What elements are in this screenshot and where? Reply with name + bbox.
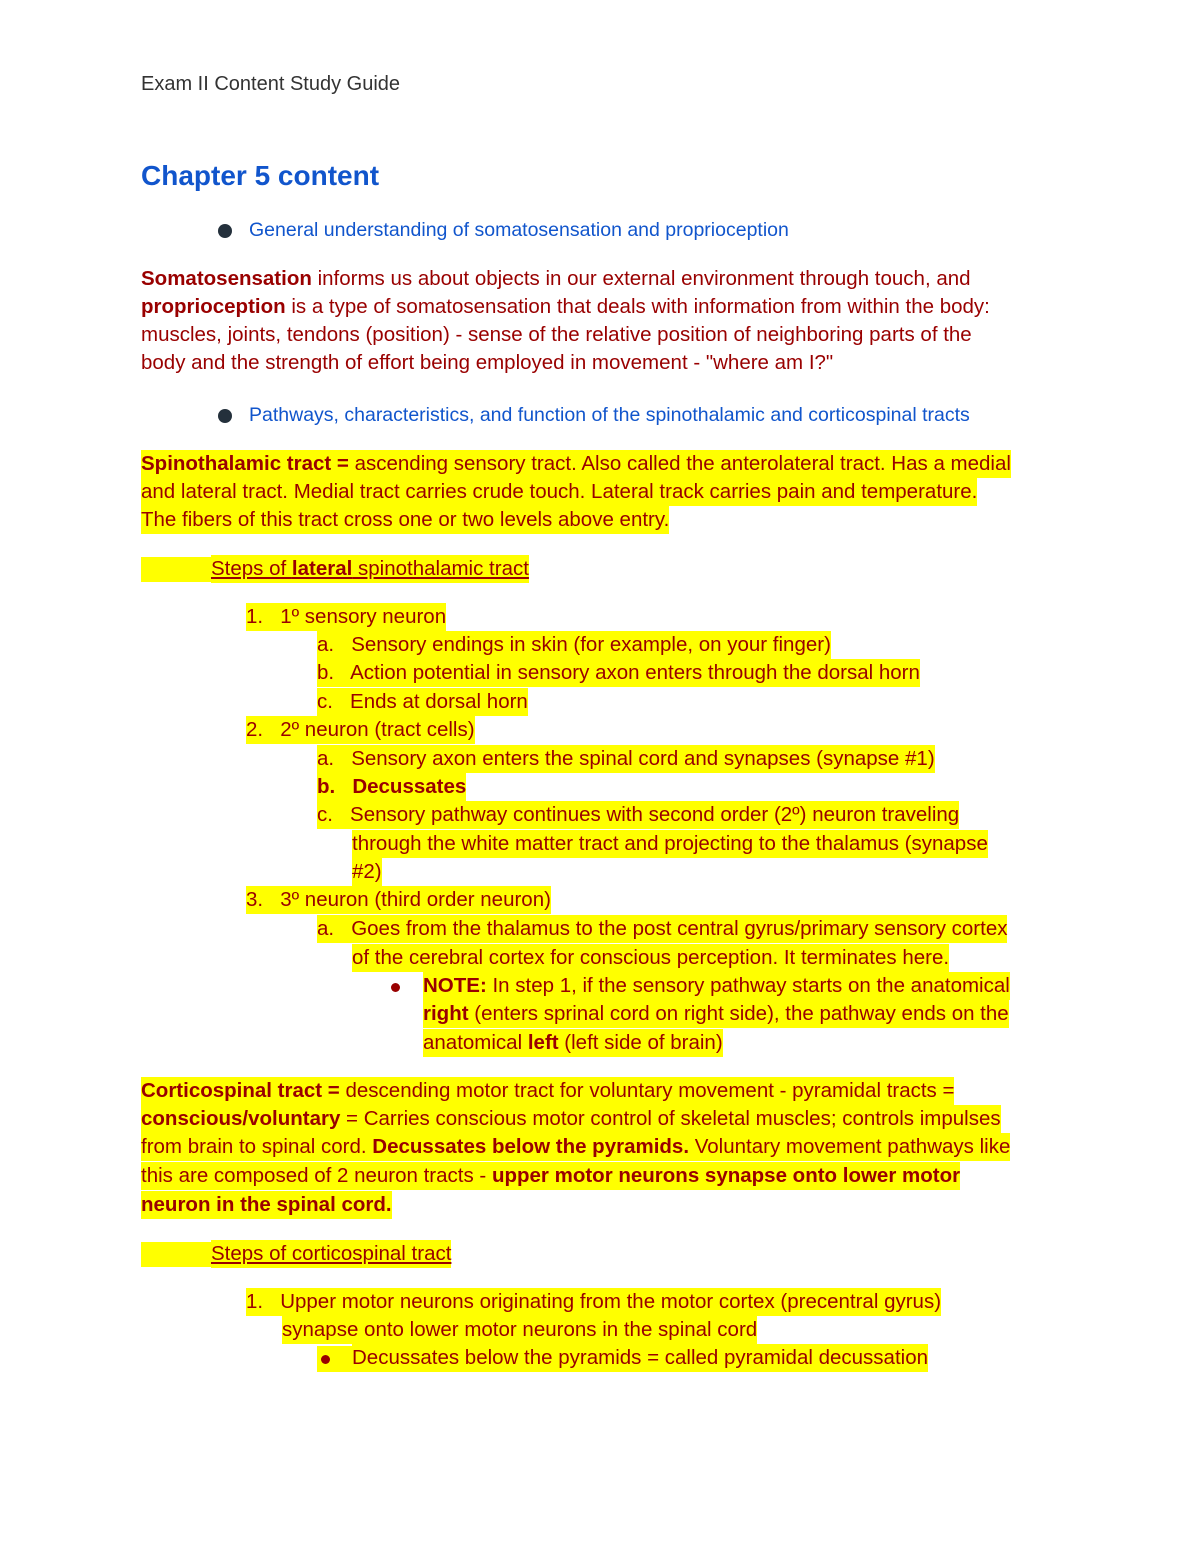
list-item: 1. 1º sensory neuron [246, 603, 446, 631]
page-header: Exam II Content Study Guide [141, 73, 401, 95]
cortico-line-4: this are composed of 2 neuron tracts - upper motor neurons synapse onto lower motor [141, 1162, 960, 1190]
list-item: a. Goes from the thalamus to the post central gyrus/primary sensory cortex [317, 915, 1007, 943]
chapter-title: Chapter 5 content [141, 160, 380, 191]
term-somatosensation: Somatosensation [141, 267, 312, 290]
somato-line-3: muscles, joints, tendons (position) - sense of the relative position of neighboring parts of the [141, 323, 972, 346]
cortico-line-1: Corticospinal tract = descending motor tract for voluntary movement - pyramidal tracts = [141, 1077, 954, 1105]
spino-line-2: and lateral tract. Medial tract carries crude touch. Lateral track carries pain and temperature. [141, 478, 977, 506]
cortico-line-5: neuron in the spinal cord. [141, 1191, 392, 1219]
note-line-2: right (enters sprinal cord on right side), the pathway ends on the [423, 1000, 1009, 1028]
somato-line-2: proprioception is a type of somatosensation that deals with information from within the body: [141, 295, 990, 318]
steps-lateral-heading: Steps of lateral spinothalamic tract [211, 555, 529, 583]
list-item: b. Decussates [317, 773, 466, 801]
list-item-cont: #2) [352, 858, 382, 886]
list-item: c. Sensory pathway continues with second order (2º) neuron traveling [317, 801, 959, 829]
spino-line-1: Spinothalamic tract = ascending sensory tract. Also called the anterolateral tract. Has a medial [141, 450, 1011, 478]
bullet-icon [218, 409, 232, 423]
list-item: c. Ends at dorsal horn [317, 688, 528, 716]
somato-line-1: Somatosensation informs us about objects in our external environment through touch, and [141, 267, 971, 290]
bullet-icon [391, 983, 400, 992]
steps-cortico-heading: Steps of corticospinal tract [211, 1240, 451, 1268]
list-item: 3. 3º neuron (third order neuron) [246, 886, 551, 914]
topic-2: Pathways, characteristics, and function of the spinothalamic and corticospinal tracts [249, 404, 970, 426]
cortico-line-2: conscious/voluntary = Carries conscious motor control of skeletal muscles; controls impulses [141, 1105, 1001, 1133]
bullet-icon [321, 1355, 330, 1364]
list-item-cont: through the white matter tract and projecting to the thalamus (synapse [352, 830, 988, 858]
note-line-1: NOTE: In step 1, if the sensory pathway starts on the anatomical [423, 972, 1010, 1000]
bullet-icon [218, 224, 232, 238]
term-spinothalamic: Spinothalamic tract = [141, 452, 349, 475]
list-item: 1. Upper motor neurons originating from the motor cortex (precentral gyrus) [246, 1288, 941, 1316]
list-item: b. Action potential in sensory axon enters through the dorsal horn [317, 659, 920, 687]
list-item: a. Sensory axon enters the spinal cord and synapses (synapse #1) [317, 745, 935, 773]
somato-line-4: body and the strength of effort being employed in movement - "where am I?" [141, 351, 834, 374]
cortico-line-3: from brain to spinal cord. Decussates below the pyramids. Voluntary movement pathways like [141, 1133, 1010, 1161]
list-subitem: Decussates below the pyramids = called pyramidal decussation [352, 1344, 928, 1372]
list-item-cont: synapse onto lower motor neurons in the spinal cord [282, 1316, 757, 1344]
topic-1: General understanding of somatosensation and proprioception [249, 219, 789, 241]
list-item: 2. 2º neuron (tract cells) [246, 716, 475, 744]
term-corticospinal: Corticospinal tract = [141, 1079, 340, 1102]
highlight-indent [141, 1242, 213, 1267]
note-line-3: anatomical left (left side of brain) [423, 1029, 723, 1057]
list-item: a. Sensory endings in skin (for example, on your finger) [317, 631, 831, 659]
spino-line-3: The fibers of this tract cross one or two levels above entry. [141, 506, 669, 534]
highlight-indent [141, 557, 213, 582]
list-item-cont: of the cerebral cortex for conscious perception. It terminates here. [352, 944, 949, 972]
term-proprioception: proprioception [141, 295, 286, 318]
